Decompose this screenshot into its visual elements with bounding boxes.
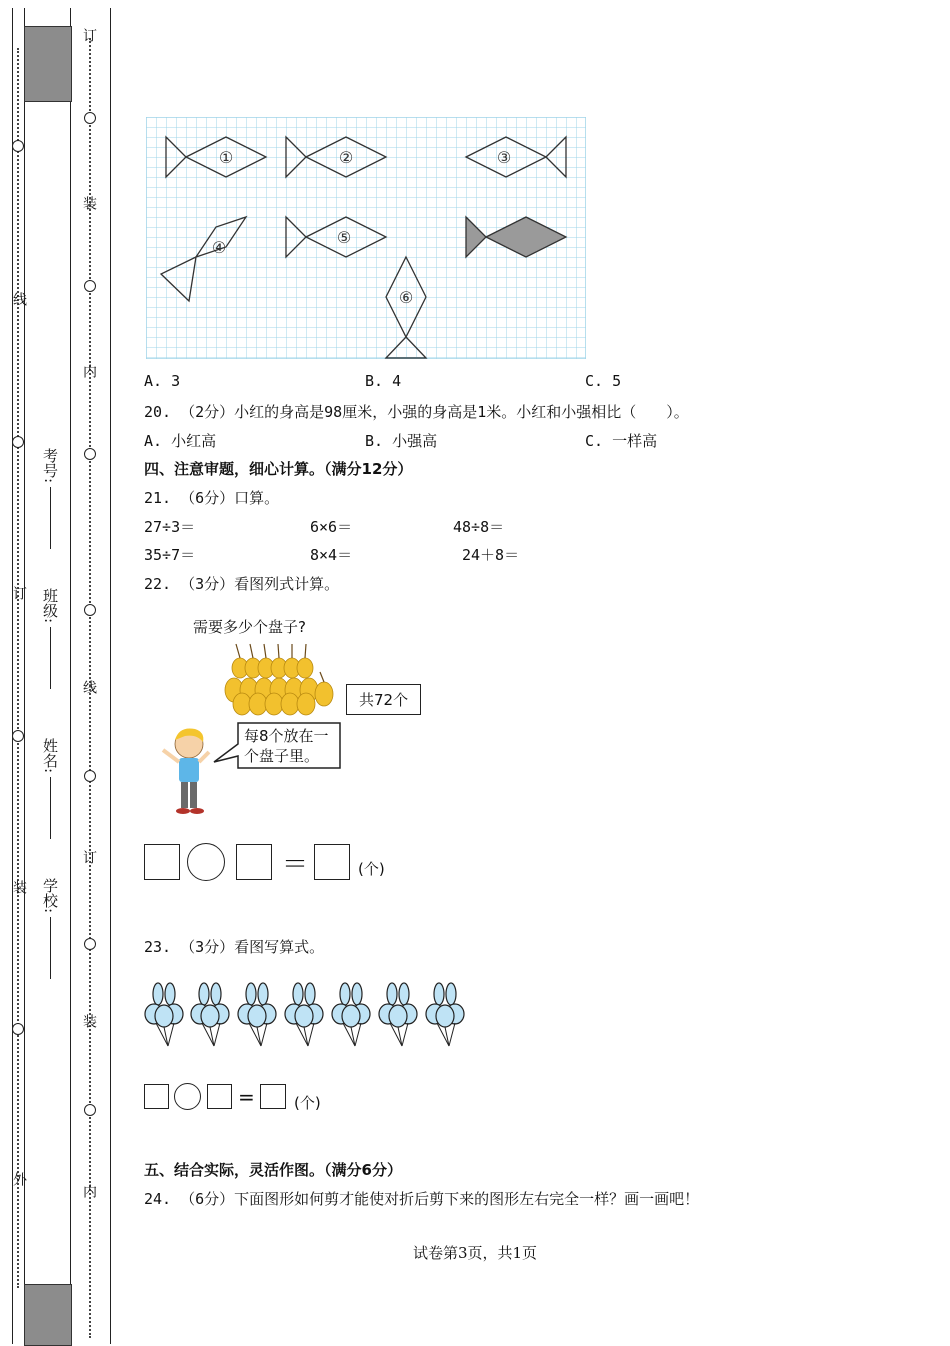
operator-circle[interactable] xyxy=(174,1083,201,1110)
answer-box[interactable] xyxy=(260,1084,286,1109)
operator-circle[interactable] xyxy=(187,843,225,881)
margin-line-3 xyxy=(70,8,71,1344)
q22-question-text: 需要多少个盘子? xyxy=(193,618,306,636)
margin-char: 外 xyxy=(11,1172,27,1186)
q20-option-b[interactable]: B. 小强高 xyxy=(365,432,438,450)
margin-char: 线 xyxy=(11,292,27,306)
cut-line-outer xyxy=(17,48,19,1288)
q22-stem: 22. （3分）看图列式计算。 xyxy=(144,575,340,593)
ring xyxy=(84,112,96,124)
margin-char: 装 xyxy=(81,1014,97,1028)
field-exam-number-line[interactable] xyxy=(50,487,51,549)
page-footer: 试卷第3页，共1页 xyxy=(412,1244,538,1262)
field-class: 班级: xyxy=(40,588,61,689)
answer-box[interactable] xyxy=(207,1084,232,1109)
q21-item: 8×4＝ xyxy=(310,546,353,564)
q21-item: 48÷8＝ xyxy=(453,518,505,536)
answer-box[interactable] xyxy=(144,1084,169,1109)
ring xyxy=(84,770,96,782)
ring xyxy=(12,730,24,742)
margin-char: 订 xyxy=(11,586,27,600)
answer-box[interactable] xyxy=(236,844,272,880)
margin-char: 内 xyxy=(81,364,97,378)
unit-label: (个) xyxy=(358,860,385,878)
margin-line-2 xyxy=(24,8,25,1344)
margin-char: 内 xyxy=(81,1184,97,1198)
q21-item: 6×6＝ xyxy=(310,518,353,536)
binding-margin xyxy=(0,8,112,1344)
field-class-line[interactable] xyxy=(50,627,51,689)
q19-option-b[interactable]: B. 4 xyxy=(365,372,402,390)
q22-count-box: 共72个 xyxy=(346,684,421,715)
margin-char: 装 xyxy=(11,880,27,894)
q21-stem: 21. （6分）口算。 xyxy=(144,489,280,507)
q21-item: 35÷7＝ xyxy=(144,546,196,564)
margin-char: 线 xyxy=(81,680,97,694)
ring xyxy=(12,436,24,448)
ring xyxy=(12,140,24,152)
q19-option-a[interactable]: A. 3 xyxy=(144,372,181,390)
field-school: 学校: xyxy=(40,878,61,979)
field-school-line[interactable] xyxy=(50,917,51,979)
ring xyxy=(84,280,96,292)
equals-sign: = xyxy=(238,1085,255,1109)
figure-label-4: ④ xyxy=(211,238,227,257)
field-exam-number: 考号: xyxy=(40,448,61,549)
fish-grid-figure xyxy=(146,117,586,359)
margin-char: 订 xyxy=(81,850,97,864)
q21-item: 27÷3＝ xyxy=(144,518,196,536)
figure-label-2: ② xyxy=(338,148,354,167)
q20-option-c[interactable]: C. 一样高 xyxy=(585,432,658,450)
margin-gray-bottom xyxy=(24,1284,72,1346)
margin-line-inner xyxy=(110,8,111,1344)
ring xyxy=(84,448,96,460)
figure-label-6: ⑥ xyxy=(398,288,414,307)
field-name: 姓名: xyxy=(40,738,61,839)
margin-line-outer xyxy=(12,8,13,1344)
section-4-heading: 四、注意审题，细心计算。（满分12分） xyxy=(144,460,413,478)
q21-item: 24＋8＝ xyxy=(462,546,520,564)
pears-illustration xyxy=(222,640,340,718)
figure-label-3: ③ xyxy=(496,148,512,167)
ring xyxy=(84,604,96,616)
margin-char: 装 xyxy=(81,196,97,210)
q20-option-a[interactable]: A. 小红高 xyxy=(144,432,217,450)
ring xyxy=(84,938,96,950)
figure-label-5: ⑤ xyxy=(336,228,352,247)
q23-stem: 23. （3分）看图写算式。 xyxy=(144,938,325,956)
q24-stem: 24. （6分）下面图形如何剪才能使对折后剪下来的图形左右完全一样？画一画吧！ xyxy=(144,1190,700,1208)
balloons-illustration xyxy=(144,978,476,1050)
margin-gray-top xyxy=(24,26,72,102)
answer-box[interactable] xyxy=(144,844,180,880)
boy-illustration xyxy=(155,726,217,818)
ring xyxy=(84,1104,96,1116)
q19-option-c[interactable]: C. 5 xyxy=(585,372,622,390)
ring xyxy=(12,1023,24,1035)
balloon-group xyxy=(145,983,183,1046)
unit-label: (个) xyxy=(294,1094,321,1112)
margin-char: 订 xyxy=(81,28,97,42)
field-name-line[interactable] xyxy=(50,777,51,839)
q20-stem: 20. （2分）小红的身高是98厘米，小强的身高是1米。小红和小强相比（ ）。 xyxy=(144,403,689,421)
answer-box[interactable] xyxy=(314,844,350,880)
equals-sign: ＝ xyxy=(282,850,309,880)
speech-text: 每8个放在一 个盘子里。 xyxy=(244,727,329,765)
figure-label-1: ① xyxy=(218,148,234,167)
section-5-heading: 五、结合实际，灵活作图。（满分6分） xyxy=(144,1161,402,1179)
